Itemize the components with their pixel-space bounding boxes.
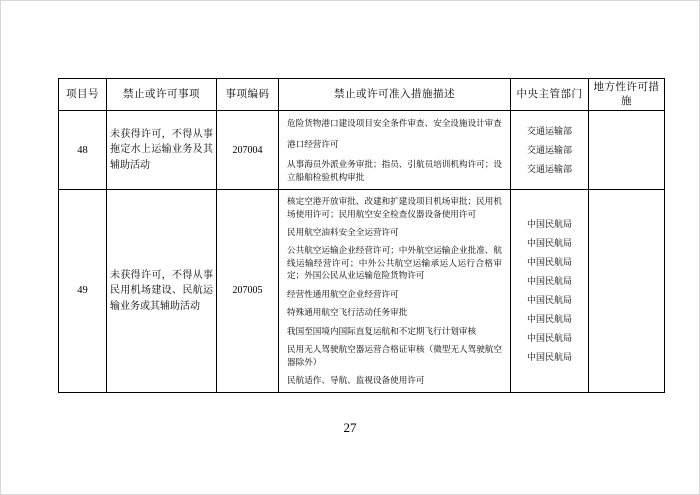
header-local-measure: 地方性许可措施 (589, 79, 665, 111)
cell-description (279, 111, 511, 190)
description-item: 危险货物港口建设项目安全条件审查、安全设施设计审查 (287, 118, 502, 129)
header-description: 禁止或许可准入措施描述 (279, 79, 511, 111)
cell-matter: 未获得许可，不得从事拖定水上运输业务及其辅助活动 (107, 111, 217, 190)
table-header-row (59, 79, 665, 111)
table-row (59, 190, 665, 392)
description-item: 从事海员外派业务审批；指员、引航员培训机构许可；设立船舶检验机构审批 (287, 159, 502, 182)
cell-central-department (511, 111, 589, 190)
department-list (514, 215, 585, 367)
description-list (282, 113, 507, 187)
department-item: 中国民航局 (526, 275, 572, 286)
cell-matter: 未获得许可，不得从事民用机场建设、民航运输业务或其辅助活动 (107, 190, 217, 392)
description-item: 公共航空运输企业经营许可；中外航空运输企业批准、航线运输经营许可；中外公共航空运输承运人运行合格审定；外国公民从业运输危险货物许可 (287, 245, 502, 281)
table-body (59, 111, 665, 392)
department-item: 交通运输部 (526, 144, 572, 155)
cell-code: 207005 (217, 190, 279, 392)
department-item: 中国民航局 (526, 218, 572, 229)
cell-item-no: 48 (59, 111, 107, 190)
header-item-no: 项目号 (59, 79, 107, 111)
header-central-department: 中央主管部门 (511, 79, 589, 111)
description-item: 经营性通用航空企业经营许可 (287, 288, 399, 299)
department-item: 交通运输部 (526, 125, 572, 136)
cell-central-department (511, 190, 589, 392)
cell-local-measure (589, 111, 665, 190)
department-item: 中国民航局 (526, 256, 572, 267)
description-item: 我国至国境内国际直复运航和不定期飞行计划审核 (287, 325, 477, 336)
description-list (282, 192, 507, 389)
department-item: 中国民航局 (526, 332, 572, 343)
department-item: 中国民航局 (526, 294, 572, 305)
header-code: 事项编码 (217, 79, 279, 111)
cell-description (279, 190, 511, 392)
table-row (59, 111, 665, 190)
description-item: 民航适作、导航、监视设备使用许可 (287, 375, 425, 386)
cell-code: 207004 (217, 111, 279, 190)
description-item: 民用航空油料安全全运营许可 (287, 227, 399, 237)
page-number: 27 (343, 420, 357, 435)
description-item: 民用无人驾驶航空器运营合格证审核（微型无人驾驶航空器除外） (287, 344, 502, 367)
cell-item-no: 49 (59, 190, 107, 392)
department-item: 中国民航局 (526, 313, 572, 324)
department-list (514, 122, 585, 179)
table-container (58, 78, 660, 393)
department-item: 交通运输部 (526, 163, 572, 174)
cell-local-measure (589, 190, 665, 392)
description-item: 港口经营许可 (287, 138, 339, 149)
description-item: 特殊通用航空飞行活动任务审批 (287, 307, 408, 318)
department-item: 中国民航局 (526, 237, 572, 248)
description-item: 核定空港开放审批、改建和扩建设项目机场审批；民用机场使用许可；民用航空安全检查仪器设备使用许可 (287, 196, 502, 219)
table-header (59, 79, 665, 111)
department-item: 中国民航局 (526, 351, 572, 362)
header-matter: 禁止或许可事项 (107, 79, 217, 111)
negative-list-table (58, 78, 665, 393)
